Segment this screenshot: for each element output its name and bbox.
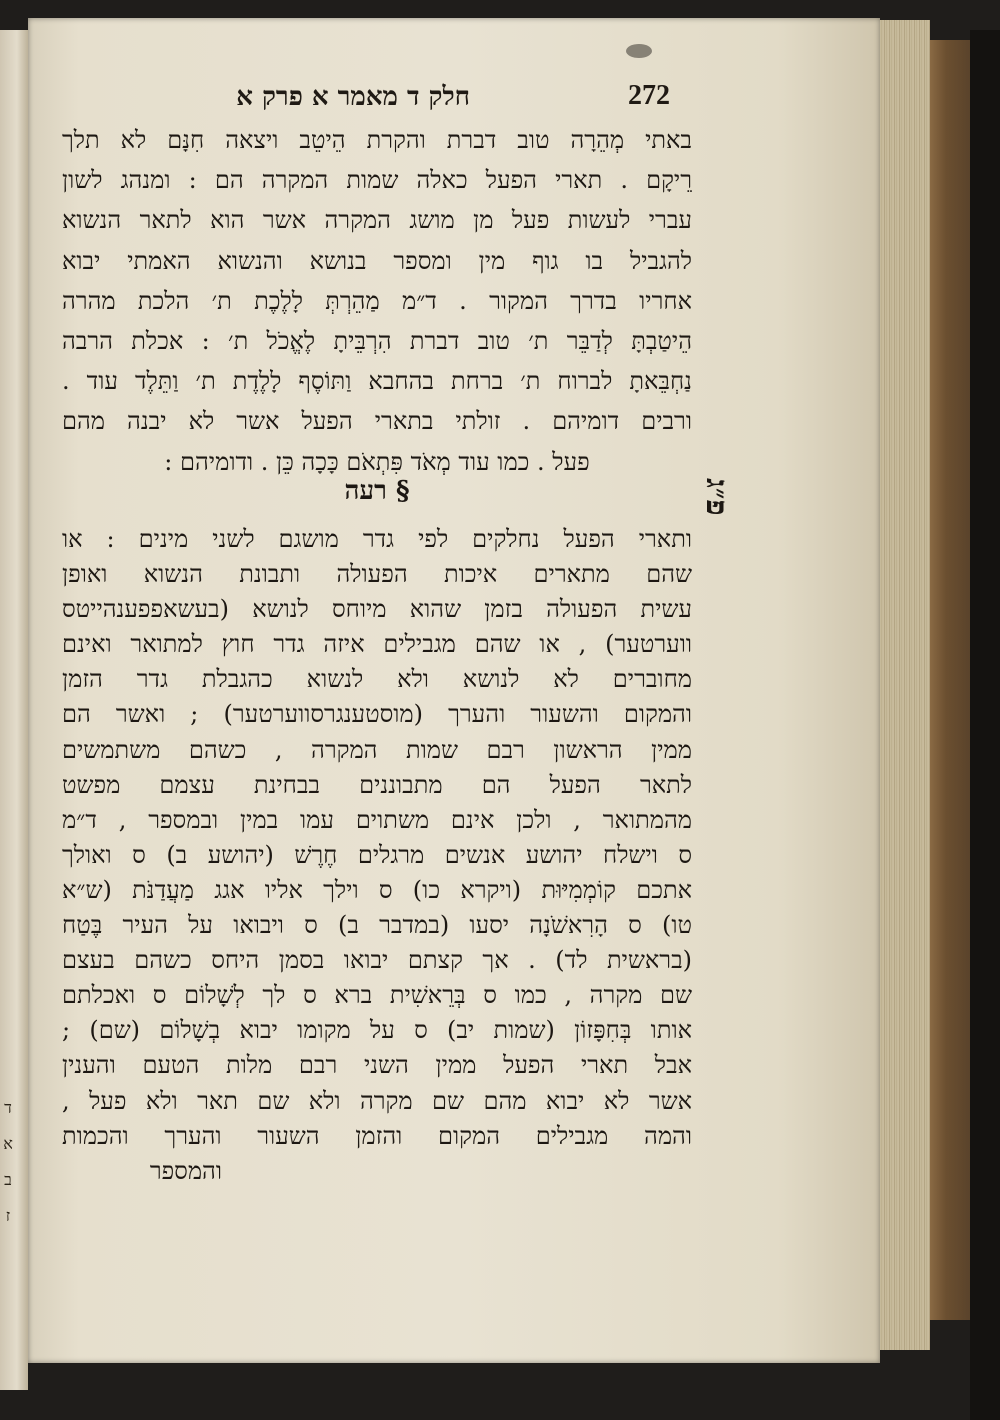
text-line: אותו בְּחִפָּזוֹן (שמות יב) ס על מקומו יבוא בְשָׁלוֹם (שם) ; [62, 1016, 692, 1045]
background-shadow [970, 30, 1000, 1420]
text-line: פעל . כמו עוד מְאֹד פִּתְאֹם כָּכָה כֵּן . ודומיהם : [164, 447, 590, 476]
text-line: אבל תארי הפעל ממין השני רבם מלות הטעם והענין [62, 1051, 692, 1080]
text-line: רֵיקָם . תארי הפעל כאלה שמות המקרה הם : ומנהג לשון [62, 166, 692, 195]
left-margin-letter: ד [4, 1098, 12, 1117]
text-line: שהם מתארים איכות הפעולה ותבונת הנשוא ואופן [62, 560, 692, 589]
left-margin-letter: א [3, 1134, 13, 1153]
text-block-1 [62, 120, 692, 482]
text-line: לתאר הפעל הם מתבוננים בבחינת עצמם מפשט [62, 770, 692, 799]
text-line: והמקום והשעור והערך (מוסטענגרסווערטער) ; ואשר הם [62, 700, 692, 729]
text-line: והמה מגבילים המקום והזמן השעור והערך והכמות [62, 1121, 692, 1150]
text-line: (בראשית לד) . אך קצתם יבואו בסמן היחס כשהם בעצם [62, 946, 692, 975]
text-line: מחוברים לא לנושא ולא לנשוא כהגבלת גדר הזמן [62, 665, 692, 694]
text-line: ממין הראשון רבם שמות המקרה , כשהם משתמשים [62, 735, 692, 764]
text-line: טו) ס הָרִאשֹׁנָה יסעו (במדבר ב) ס ויבואו על העיר בֶּטַח [62, 911, 692, 940]
text-line: אתכם קוֹמְמִיּוּת (ויקרא כו) ס וילך אליו אגג מַעֲדַנֹּת (ש״א [62, 875, 692, 904]
text-line: ותארי הפעל נחלקים לפי גדר מושגם לשני מינים : או [62, 525, 692, 553]
text-line: ורבים דומיהם . זולתי בתארי הפעל אשר לא יבנה מהם [62, 407, 692, 436]
page-header [60, 80, 670, 120]
ink-stain [626, 44, 652, 58]
text-line: באתי מְהֵרָה טוב דברת והקרת הֵיטֵב ויצאה חִנָּם לא תלך [62, 126, 692, 154]
text-line: מהמתואר , ולכן אינם משתוים עמו במין ובמספר , ד״מ [62, 805, 692, 834]
text-line: אשר לא יבוא מהם שם מקרה ולא שם תאר ולא פעל , [62, 1086, 692, 1115]
left-page-sliver [0, 30, 28, 1390]
left-margin-letters [0, 1090, 16, 1290]
signature-mark: פ״ג [699, 478, 734, 516]
text-block-2 [62, 522, 692, 1189]
section-heading: § רעה [344, 476, 410, 506]
text-line: ווערטער) , או שהם מגבילים איזה גדר חוץ למתואר ואינם [62, 630, 692, 659]
text-line: עברי לעשות פעל מן מושג המקרה אשר הוא לתאר הנשוא [62, 206, 692, 235]
page-edges [880, 20, 930, 1350]
text-line: נַחְבֵּאתָ לברוח ת׳ ברחת בהחבא וַתּוֹסֶף לָלֶדֶת ת׳ וַתֵּלֶד עוד . [62, 367, 692, 396]
text-line: הֵיטַבְתָּ לְדַבֵּר ת׳ טוב דברת הִרְבֵּיתָ לֶאֱכֹל ת׳ : אכלת הרבה [62, 327, 692, 356]
running-title: חלק ד מאמר א פרק א [236, 82, 470, 112]
left-margin-letter: ב [4, 1170, 12, 1189]
text-line: להגביל בו גוף מין ומספר בנושא והנשוא האמתי יבוא [62, 246, 692, 275]
left-margin-letter: ז [5, 1206, 11, 1225]
text-line: עשית הפעולה בזמן שהוא מיוחס לנושא (בעשאפפענהייטס [62, 595, 692, 624]
book-binding [930, 40, 970, 1320]
text-line: שם מקרה , כמו ס בְּרֵאשִׁית ברא ס לך לְשָׁלוֹם ס ואכלתם [62, 981, 692, 1010]
text-line: אחריו בדרך המקור . ד״מ מַהֵרְתְּ לָלֶכֶת ת׳ הלכת מהרה [62, 286, 692, 315]
page-number: 272 [628, 80, 670, 111]
catchword: והמספר [149, 1156, 222, 1185]
text-line: ס וישלח יהושע אנשים מרגלים חֶרֶשׁ (יהושע ב) ס ואולך [62, 840, 692, 869]
